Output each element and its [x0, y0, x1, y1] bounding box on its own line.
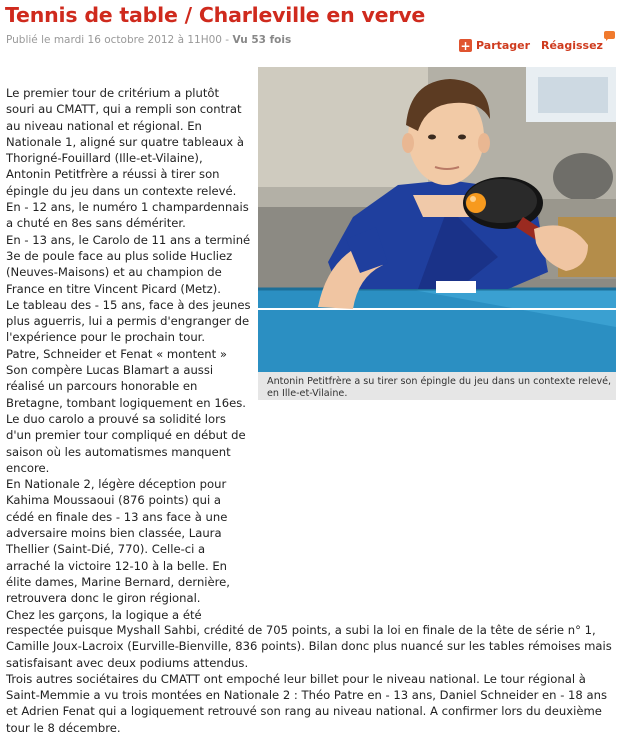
article-paragraph: En Nationale 2, légère déception pour Kahima Moussaoui (876 points) qui a cédé en finale des - 13 ans face à une adversaire moins bien classée, Laura Thellier (Saint-Dié, 770). Celle-ci a arraché la victoire 12-10 à la belle. En élite dames, Marine Bernard, dernière, retrouvera donc le giron régional. [6, 477, 230, 606]
article-paragraph: Le tableau des - 15 ans, face à des jeunes plus aguerris, lui a permis d'engranger de l'expérience pour le prochain tour. [6, 297, 251, 345]
share-label: Partager [476, 39, 531, 52]
article-paragraph: Trois autres sociétaires du CMATT ont empoché leur billet pour le niveau national. Le tour régional à Saint-Memmie a vu trois montées en Nationale 2 : Théo Patre en - 13 ans, Daniel Schneider en - 18 ans et Adrien Fenat qui a logiquement retrouvé son rang au niveau national. A confirmer lors du deuxième tour le 8 décembre. [6, 671, 607, 735]
plus-icon: + [460, 38, 471, 53]
photo-caption: Antonin Petitfrère a su tirer son épingle du jeu dans un contexte relevé, en Ille-et-Vilaine. [267, 376, 612, 399]
article-subheading: Patre, Schneider et Fenat « montent » [6, 346, 227, 361]
article-body-continued [6, 622, 612, 736]
react-button[interactable] [541, 39, 603, 52]
article-paragraph: Son compère Lucas Blamart a aussi réalisé un parcours honorable en Bretagne, tombant logiquement en 16es. [6, 363, 246, 410]
published-date: Publié le mardi 16 octobre 2012 à 11H00 - [6, 34, 233, 46]
react-label: Réagissez [541, 39, 603, 52]
article-body [6, 85, 251, 623]
article-paragraph: Le duo carolo a prouvé sa solidité lors d'un premier tour compliqué en début de saison où les automatismes manquent encore. [6, 411, 246, 475]
article-paragraph: respectée puisque Myshall Sahbi, crédité de 705 points, a subi la loi en finale de la tête de série n° 1, Camille Joux-Lacroix (Eurville-Bienville, 836 points). Bilan donc plus nuancé sur les tables rémoises mais satisfaisant avec deux podiums attendus. [6, 623, 612, 670]
article-paragraph: Le premier tour de critérium a plutôt souri au CMATT, qui a rempli son contrat au niveau national et régional. En Nationale 1, aligné sur quatre tableaux à Thorigné-Fouillard (Ille-et-Vilaine), Antonin Petitfrère a réussi à tirer son épingle du jeu dans un contexte relevé. En - 12 ans, le numéro 1 champardennais a chuté en 8es sans démériter. [6, 86, 249, 231]
share-button[interactable] [459, 39, 530, 52]
article-meta [6, 34, 291, 46]
article-paragraph: En - 13 ans, le Carolo de 11 ans a terminé 3e de poule face au plus solide Hucliez (Neuves-Maisons) et au champion de France en titre Vincent Picard (Metz). [6, 232, 251, 296]
comment-icon[interactable] [604, 31, 615, 39]
article-paragraph: Chez les garçons, la logique a été [6, 607, 202, 622]
table-tennis-player-photo[interactable] [258, 67, 616, 372]
article-figure [258, 67, 616, 400]
article-title: Tennis de table / Charleville en verve [5, 3, 426, 27]
view-count: Vu 53 fois [232, 34, 292, 46]
